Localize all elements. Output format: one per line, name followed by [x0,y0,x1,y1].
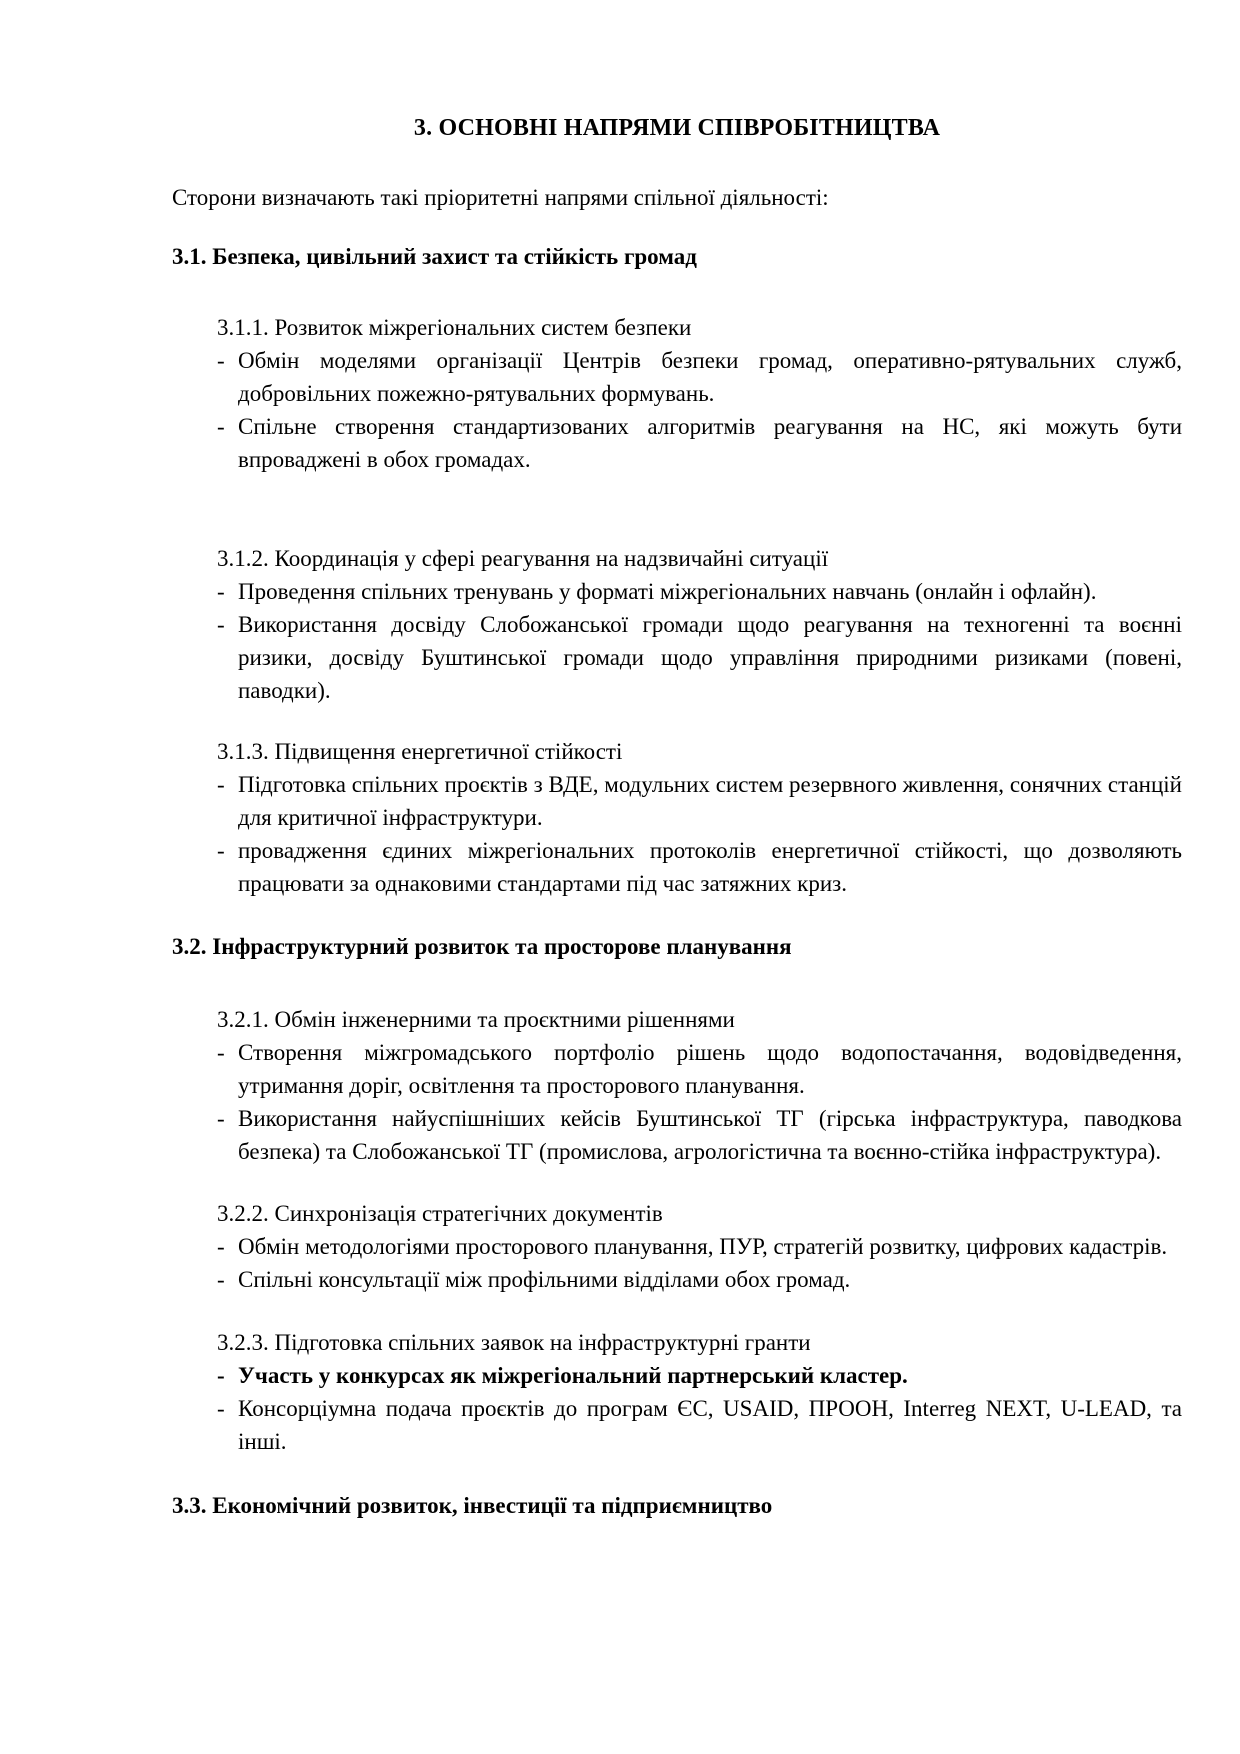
dash-marker: - [217,414,225,439]
bullet-text: Використання досвіду Слобожанської громади щодо реагування на техногенні та воєнні ризики, досвіду Буштинської громади щодо управління природними ризиками (повені, паводки). [238,612,1182,703]
bullet-item [217,1392,1182,1458]
dash-marker: - [217,1267,225,1292]
bullet-text: Спільні консультації між профільними відділами обох громад. [238,1267,851,1292]
bullet-item [217,1263,1182,1296]
subsection-heading-3-2-3: 3.2.3. Підготовка спільних заявок на інфраструктурні гранти [217,1330,811,1355]
bullet-text: Використання найуспішніших кейсів Буштинської ТГ (гірська інфраструктура, паводкова безпека) та Слобожанської ТГ (промислова, агрологістична та воєнно-стійка інфраструктура). [238,1106,1182,1164]
bullet-item [217,1230,1182,1263]
subsection-3-2-3 [172,1326,1182,1458]
bullet-item [217,1102,1182,1168]
bullet-item [217,410,1182,476]
bullet-item [217,1359,1182,1392]
subsection-3-2-2 [172,1197,1182,1296]
dash-marker: - [217,1234,225,1259]
dash-marker: - [217,348,225,373]
bullet-text: Підготовка спільних проєктів з ВДЕ, модульних систем резервного живлення, сонячних станцій для критичної інфраструктури. [238,772,1182,830]
subsection-heading-3-1-3: 3.1.3. Підвищення енергетичної стійкості [217,739,623,764]
bullet-text: Участь у конкурсах як міжрегіональний партнерський кластер. [238,1363,908,1388]
dash-marker: - [217,1363,225,1388]
bullet-list-3-2-3 [172,1359,1182,1458]
dash-marker: - [217,1106,225,1131]
bullet-text: провадження єдиних міжрегіональних протоколів енергетичної стійкості, що дозволяють працювати за однаковими стандартами під час затяжних криз. [238,838,1182,896]
subsection-3-1-1 [172,311,1182,476]
dash-marker: - [217,612,225,637]
subsection-heading-3-1-2: 3.1.2. Координація у сфері реагування на надзвичайні ситуації [217,546,829,571]
bullet-text: Створення міжгромадського портфоліо рішень щодо водопостачання, водовідведення, утримання доріг, освітлення та просторового планування. [238,1040,1182,1098]
dash-marker: - [217,772,225,797]
bullet-text: Консорціумна подача проєктів до програм ЄС, USAID, ПРООН, Interreg NEXT, U-LEAD, та інші. [238,1396,1182,1454]
bullet-list-3-1-3 [172,768,1182,900]
bullet-item [217,834,1182,900]
bullet-text: Обмін моделями організації Центрів безпеки громад, оперативно-рятувальних служб, добровільних пожежно-рятувальних формувань. [238,348,1182,406]
section-heading-3-1: 3.1. Безпека, цивільний захист та стійкість громад [172,244,697,269]
bullet-list-3-1-1 [172,344,1182,476]
section-heading-3-3: 3.3. Економічний розвиток, інвестиції та підприємництво [172,1493,773,1518]
bullet-item [217,575,1182,608]
bullet-text: Обмін методологіями просторового планування, ПУР, стратегій розвитку, цифрових кадастрів. [238,1234,1168,1259]
bullet-item [217,344,1182,410]
subsection-heading-3-2-2: 3.2.2. Синхронізація стратегічних документів [217,1201,663,1226]
bullet-list-3-1-2 [172,575,1182,707]
subsection-3-1-2 [172,542,1182,707]
bullet-text: Спільне створення стандартизованих алгоритмів реагування на НС, які можуть бути впроваджені в обох громадах. [238,414,1182,472]
bullet-item [217,1036,1182,1102]
dash-marker: - [217,579,225,604]
bullet-text: Проведення спільних тренувань у форматі міжрегіональних навчань (онлайн і офлайн). [238,579,1097,604]
intro-paragraph: Сторони визначають такі пріоритетні напрями спільної діяльності: [172,185,829,210]
subsection-3-2-1 [172,1003,1182,1168]
bullet-list-3-2-2 [172,1230,1182,1296]
bullet-item [217,608,1182,707]
dash-marker: - [217,838,225,863]
subsection-3-1-3 [172,735,1182,900]
bullet-list-3-2-1 [172,1036,1182,1168]
subsection-heading-3-2-1: 3.2.1. Обмін інженерними та проєктними рішеннями [217,1007,735,1032]
section-heading-3-2: 3.2. Інфраструктурний розвиток та просторове планування [172,934,792,959]
dash-marker: - [217,1396,225,1421]
page-title: 3. ОСНОВНІ НАПРЯМИ СПІВРОБІТНИЦТВА [413,115,941,141]
subsection-heading-3-1-1: 3.1.1. Розвиток міжрегіональних систем безпеки [217,315,692,340]
bullet-item [217,768,1182,834]
dash-marker: - [217,1040,225,1065]
